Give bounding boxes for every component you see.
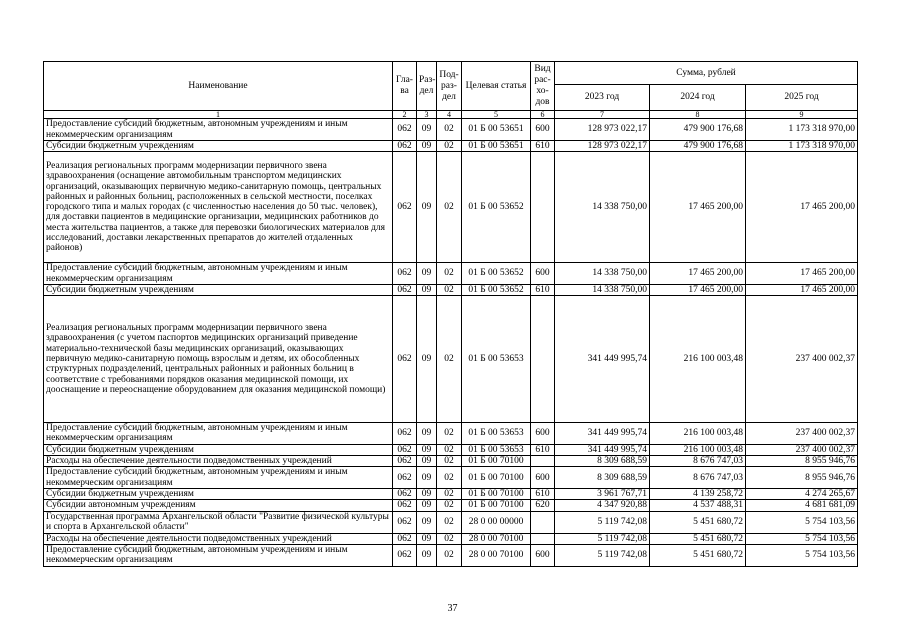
row-target: 01 Б 00 53652 xyxy=(462,263,531,285)
row-vid: 600 xyxy=(531,544,555,566)
table-body xyxy=(44,119,858,567)
row-sum-2023: 8 309 688,59 xyxy=(555,456,650,467)
row-target: 01 Б 00 53653 xyxy=(462,423,531,445)
row-razdel: 09 xyxy=(417,533,437,544)
row-vid: 600 xyxy=(531,467,555,489)
row-name: Предоставление субсидий бюджетным, автономным учреждениям и иным некоммерческим организациям xyxy=(44,467,393,489)
row-target: 01 Б 00 53653 xyxy=(462,296,531,423)
row-target: 01 Б 00 70100 xyxy=(462,488,531,499)
row-podrazdel: 02 xyxy=(437,263,462,285)
row-sum-2023: 341 449 995,74 xyxy=(555,423,650,445)
row-podrazdel: 02 xyxy=(437,533,462,544)
row-sum-2025: 17 465 200,00 xyxy=(746,152,858,263)
row-razdel: 09 xyxy=(417,511,437,533)
row-razdel: 09 xyxy=(417,284,437,295)
table-row xyxy=(44,119,858,141)
row-glava: 062 xyxy=(393,119,417,141)
row-sum-2024: 8 676 747,03 xyxy=(650,456,746,467)
row-razdel: 09 xyxy=(417,456,437,467)
row-sum-2023: 4 347 920,88 xyxy=(555,500,650,511)
row-glava: 062 xyxy=(393,467,417,489)
table-row xyxy=(44,141,858,152)
row-sum-2025: 8 955 946,76 xyxy=(746,467,858,489)
row-sum-2023: 5 119 742,08 xyxy=(555,511,650,533)
row-sum-2024: 479 900 176,68 xyxy=(650,119,746,141)
row-sum-2025: 5 754 103,56 xyxy=(746,544,858,566)
row-target: 01 Б 00 53651 xyxy=(462,141,531,152)
row-sum-2024: 17 465 200,00 xyxy=(650,152,746,263)
column-number: 3 xyxy=(417,111,437,119)
table-row xyxy=(44,488,858,499)
row-vid: 610 xyxy=(531,488,555,499)
row-sum-2024: 479 900 176,68 xyxy=(650,141,746,152)
row-sum-2025: 17 465 200,00 xyxy=(746,284,858,295)
row-target: 01 Б 00 70100 xyxy=(462,456,531,467)
row-sum-2023: 14 338 750,00 xyxy=(555,284,650,295)
row-sum-2024: 216 100 003,48 xyxy=(650,423,746,445)
table-row xyxy=(44,296,858,423)
row-glava: 062 xyxy=(393,263,417,285)
row-vid xyxy=(531,456,555,467)
row-sum-2025: 1 173 318 970,00 xyxy=(746,141,858,152)
row-sum-2023: 128 973 022,17 xyxy=(555,119,650,141)
row-sum-2023: 8 309 688,59 xyxy=(555,467,650,489)
row-razdel: 09 xyxy=(417,263,437,285)
row-razdel: 09 xyxy=(417,152,437,263)
row-podrazdel: 02 xyxy=(437,284,462,295)
row-name: Государственная программа Архангельской области "Развитие физической культуры и спорта в Архангельской области" xyxy=(44,511,393,533)
column-number: 9 xyxy=(746,111,858,119)
row-vid xyxy=(531,152,555,263)
row-sum-2025: 1 173 318 970,00 xyxy=(746,119,858,141)
row-name: Расходы на обеспечение деятельности подведомственных учреждений xyxy=(44,456,393,467)
row-target: 01 Б 00 53651 xyxy=(462,119,531,141)
row-podrazdel: 02 xyxy=(437,141,462,152)
header-name: Наименование xyxy=(44,62,393,111)
column-number: 2 xyxy=(393,111,417,119)
column-number: 8 xyxy=(650,111,746,119)
row-razdel: 09 xyxy=(417,444,437,455)
row-vid: 610 xyxy=(531,141,555,152)
row-razdel: 09 xyxy=(417,467,437,489)
row-glava: 062 xyxy=(393,141,417,152)
table-row xyxy=(44,284,858,295)
column-numbers-row xyxy=(44,111,858,119)
table-header xyxy=(44,62,858,119)
row-vid: 600 xyxy=(531,263,555,285)
row-target: 01 Б 00 53652 xyxy=(462,152,531,263)
row-sum-2023: 341 449 995,74 xyxy=(555,296,650,423)
row-razdel: 09 xyxy=(417,119,437,141)
table-row xyxy=(44,500,858,511)
row-vid: 610 xyxy=(531,284,555,295)
row-podrazdel: 02 xyxy=(437,544,462,566)
row-razdel: 09 xyxy=(417,544,437,566)
table-row xyxy=(44,263,858,285)
row-name: Предоставление субсидий бюджетным, автономным учреждениям и иным некоммерческим организациям xyxy=(44,423,393,445)
row-vid: 610 xyxy=(531,444,555,455)
header-vid: Вид рас-хо-дов xyxy=(531,62,555,111)
row-name: Субсидии бюджетным учреждениям xyxy=(44,488,393,499)
header-glava: Гла-ва xyxy=(393,62,417,111)
row-target: 28 0 00 00000 xyxy=(462,511,531,533)
row-name: Субсидии бюджетным учреждениям xyxy=(44,284,393,295)
row-sum-2025: 4 274 265,67 xyxy=(746,488,858,499)
row-sum-2025: 8 955 946,76 xyxy=(746,456,858,467)
column-number: 1 xyxy=(44,111,393,119)
row-glava: 062 xyxy=(393,488,417,499)
row-name: Предоставление субсидий бюджетным, автономным учреждениям и иным некоммерческим организациям xyxy=(44,544,393,566)
row-podrazdel: 02 xyxy=(437,456,462,467)
row-vid xyxy=(531,511,555,533)
row-vid: 600 xyxy=(531,119,555,141)
row-glava: 062 xyxy=(393,456,417,467)
row-sum-2024: 17 465 200,00 xyxy=(650,263,746,285)
row-sum-2023: 3 961 767,71 xyxy=(555,488,650,499)
row-podrazdel: 02 xyxy=(437,488,462,499)
row-name: Реализация региональных программ модернизации первичного звена здравоохранения (с учетом паспортов медицинских организаций приведение материально-технической базы медицинских организаций, оказывающих первичную медико-санитарную помощь взрослым и детям, их обособленных структурных подразделений, центральных районных и районных больниц в соответствие с требованиями порядков оказания медицинской помощи, их дооснащение и переоснащение оборудованием для оказания медицинской помощи) xyxy=(44,296,393,423)
row-sum-2024: 216 100 003,48 xyxy=(650,444,746,455)
row-vid: 600 xyxy=(531,423,555,445)
table-row xyxy=(44,533,858,544)
table-row xyxy=(44,456,858,467)
row-sum-2023: 14 338 750,00 xyxy=(555,263,650,285)
budget-table xyxy=(43,61,858,567)
table-row xyxy=(44,423,858,445)
row-podrazdel: 02 xyxy=(437,296,462,423)
row-vid xyxy=(531,296,555,423)
table-row xyxy=(44,444,858,455)
row-sum-2024: 8 676 747,03 xyxy=(650,467,746,489)
row-razdel: 09 xyxy=(417,296,437,423)
row-target: 01 Б 00 70100 xyxy=(462,500,531,511)
row-sum-2025: 237 400 002,37 xyxy=(746,296,858,423)
row-glava: 062 xyxy=(393,511,417,533)
row-name: Субсидии автономным учреждениям xyxy=(44,500,393,511)
table-row xyxy=(44,467,858,489)
row-sum-2023: 128 973 022,17 xyxy=(555,141,650,152)
table-row xyxy=(44,544,858,566)
row-vid: 620 xyxy=(531,500,555,511)
row-name: Расходы на обеспечение деятельности подведомственных учреждений xyxy=(44,533,393,544)
row-glava: 062 xyxy=(393,500,417,511)
row-sum-2024: 5 451 680,72 xyxy=(650,544,746,566)
table-row xyxy=(44,152,858,263)
row-sum-2024: 4 537 488,31 xyxy=(650,500,746,511)
row-podrazdel: 02 xyxy=(437,444,462,455)
row-sum-2024: 17 465 200,00 xyxy=(650,284,746,295)
column-number: 4 xyxy=(437,111,462,119)
column-number: 7 xyxy=(555,111,650,119)
row-target: 01 Б 00 53653 xyxy=(462,444,531,455)
row-sum-2024: 4 139 258,72 xyxy=(650,488,746,499)
header-podrazdel: Под-раз-дел xyxy=(437,62,462,111)
header-razdel: Раз-дел xyxy=(417,62,437,111)
row-razdel: 09 xyxy=(417,500,437,511)
row-glava: 062 xyxy=(393,544,417,566)
row-glava: 062 xyxy=(393,284,417,295)
row-sum-2025: 4 681 681,09 xyxy=(746,500,858,511)
row-target: 01 Б 00 53652 xyxy=(462,284,531,295)
row-podrazdel: 02 xyxy=(437,119,462,141)
row-sum-2024: 5 451 680,72 xyxy=(650,511,746,533)
row-razdel: 09 xyxy=(417,488,437,499)
row-glava: 062 xyxy=(393,152,417,263)
row-vid xyxy=(531,533,555,544)
header-sum: Сумма, рублей xyxy=(555,62,858,85)
table-row xyxy=(44,511,858,533)
row-target: 28 0 00 70100 xyxy=(462,544,531,566)
row-razdel: 09 xyxy=(417,423,437,445)
row-glava: 062 xyxy=(393,296,417,423)
row-glava: 062 xyxy=(393,533,417,544)
row-name: Субсидии бюджетным учреждениям xyxy=(44,444,393,455)
row-name: Предоставление субсидий бюджетным, автономным учреждениям и иным некоммерческим организациям xyxy=(44,263,393,285)
row-podrazdel: 02 xyxy=(437,423,462,445)
row-name: Предоставление субсидий бюджетным, автономным учреждениям и иным некоммерческим организациям xyxy=(44,119,393,141)
row-name: Субсидии бюджетным учреждениям xyxy=(44,141,393,152)
header-2023: 2023 год xyxy=(555,85,650,111)
row-glava: 062 xyxy=(393,444,417,455)
row-glava: 062 xyxy=(393,423,417,445)
row-name: Реализация региональных программ модернизации первичного звена здравоохранения (оснащение автомобильным транспортом медицинских организаций, оказывающих первичную медико-санитарную помощь, центральных районных и районных больниц, расположенных в сельской местности, поселках городского типа и малых городах (с численностью населения до 50 тыс. человек), для доставки пациентов в медицинские организации, медицинских работников до места жительства пациентов, а также для перевозки биологических материалов для исследований, доставки лекарственных препаратов до жителей отдаленных районов) xyxy=(44,152,393,263)
row-sum-2024: 5 451 680,72 xyxy=(650,533,746,544)
row-sum-2023: 14 338 750,00 xyxy=(555,152,650,263)
row-sum-2023: 5 119 742,08 xyxy=(555,533,650,544)
header-2025: 2025 год xyxy=(746,85,858,111)
row-sum-2025: 5 754 103,56 xyxy=(746,511,858,533)
row-sum-2025: 17 465 200,00 xyxy=(746,263,858,285)
row-target: 01 Б 00 70100 xyxy=(462,467,531,489)
row-razdel: 09 xyxy=(417,141,437,152)
row-podrazdel: 02 xyxy=(437,152,462,263)
row-podrazdel: 02 xyxy=(437,500,462,511)
row-sum-2024: 216 100 003,48 xyxy=(650,296,746,423)
page-number: 37 xyxy=(447,603,458,614)
row-podrazdel: 02 xyxy=(437,511,462,533)
row-target: 28 0 00 70100 xyxy=(462,533,531,544)
row-sum-2025: 237 400 002,37 xyxy=(746,423,858,445)
row-sum-2023: 5 119 742,08 xyxy=(555,544,650,566)
row-sum-2025: 5 754 103,56 xyxy=(746,533,858,544)
row-podrazdel: 02 xyxy=(437,467,462,489)
column-number: 6 xyxy=(531,111,555,119)
row-sum-2023: 341 449 995,74 xyxy=(555,444,650,455)
header-2024: 2024 год xyxy=(650,85,746,111)
row-sum-2025: 237 400 002,37 xyxy=(746,444,858,455)
column-number: 5 xyxy=(462,111,531,119)
header-target: Целевая статья xyxy=(462,62,531,111)
